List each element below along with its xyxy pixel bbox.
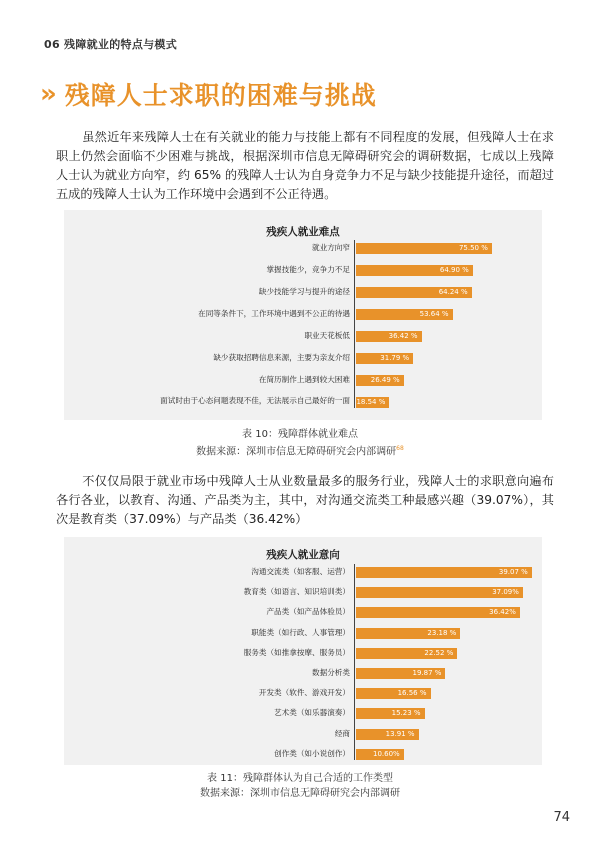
second-paragraph-text: 不仅仅局限于就业市场中残障人士从业数量最多的服务行业，残障人士的求职意向遍布各行各业，以教育、沟通、产品类为主，其中，对沟通交流类工种最感兴趣（39.07%），其次是教育类（37.09%）与产品类（36.42%） bbox=[56, 474, 554, 526]
category-label: 产品类（如产品体验员） bbox=[266, 607, 350, 617]
chart-title: 残疾人就业难点 bbox=[266, 226, 340, 238]
category-label: 开发类（软件、游戏开发） bbox=[258, 688, 350, 698]
bar bbox=[356, 243, 492, 254]
chart-employment-difficulties bbox=[64, 210, 542, 420]
source-table-10 bbox=[0, 442, 600, 459]
category-label: 创作类（如小说创作） bbox=[274, 748, 350, 758]
footnote-ref[interactable]: 68 bbox=[396, 445, 404, 452]
category-label: 教育类（如语言、知识培训类） bbox=[243, 587, 350, 597]
bar-value-label: 13.91 % bbox=[385, 729, 415, 738]
chart-axis-line bbox=[354, 564, 355, 760]
source-table-11: 数据来源：深圳市信息无障碍研究会内部调研 bbox=[200, 788, 400, 799]
bar bbox=[356, 628, 460, 639]
bar-value-label: 23.18 % bbox=[427, 628, 457, 637]
intro-paragraph bbox=[56, 128, 554, 204]
category-label: 艺术类（如乐器演奏） bbox=[274, 708, 350, 718]
bar bbox=[356, 688, 431, 699]
bar-value-label: 75.50 % bbox=[458, 244, 488, 252]
bar-value-label: 26.49 % bbox=[370, 376, 400, 384]
bar-value-label: 19.87 % bbox=[412, 669, 442, 677]
bar bbox=[356, 708, 425, 719]
bar-value-label: 39.07 % bbox=[498, 568, 528, 576]
bar-value-label: 36.42 % bbox=[388, 332, 418, 340]
chart-title: 残疾人就业意向 bbox=[266, 549, 340, 561]
bar bbox=[356, 648, 457, 659]
category-label: 经商 bbox=[334, 728, 350, 738]
bar-value-label: 22.52 % bbox=[424, 648, 454, 657]
second-paragraph bbox=[56, 472, 554, 529]
chart-employment-intentions bbox=[64, 537, 542, 765]
bar bbox=[356, 287, 472, 298]
bar-value-label: 36.42% bbox=[489, 608, 516, 617]
category-label: 数据分析类 bbox=[312, 668, 350, 677]
category-label: 就业方向窄 bbox=[312, 243, 350, 252]
bar bbox=[356, 749, 404, 760]
bar-value-label: 16.56 % bbox=[397, 689, 427, 698]
caption-table-10: 表 10：残障群体就业难点 bbox=[242, 429, 358, 440]
category-label: 服务类（如推拿按摩、服务员） bbox=[243, 647, 350, 657]
bar-value-label: 37.09% bbox=[492, 588, 519, 597]
caption-table-11: 表 11：残障群体认为自己合适的工作类型 bbox=[207, 773, 393, 784]
bar-value-label: 18.54 % bbox=[356, 398, 386, 406]
bar bbox=[356, 353, 413, 364]
category-label: 职业天花板低 bbox=[304, 331, 350, 340]
bar-value-label: 15.23 % bbox=[391, 709, 421, 718]
page-number: 74 bbox=[553, 810, 570, 825]
chart-axis-line bbox=[354, 240, 355, 408]
bar-value-label: 64.90 % bbox=[439, 266, 469, 274]
source-text: 数据来源：深圳市信息无障碍研究会内部调研 bbox=[196, 446, 397, 458]
intro-paragraph-text: 虽然近年来残障人士在有关就业的能力与技能上都有不同程度的发展，但残障人士在求职上仍然会面临不少困难与挑战，根据深圳市信息无障碍研究会的调研数据，七成以上残障人士认为就业方向窄，约 65% 的残障人士认为自身竞争力不足与缺少技能提升途径，而超过五成的残障人士认为工作环境中会遇到不公正待遇。 bbox=[56, 130, 554, 201]
bar bbox=[356, 375, 404, 386]
category-label: 缺少获取招聘信息来源，主要为亲友介绍 bbox=[213, 353, 350, 362]
section-title bbox=[40, 76, 377, 112]
bar bbox=[356, 729, 419, 740]
double-chevron-icon: » bbox=[40, 79, 51, 109]
category-label: 职能类（如行政、人事管理） bbox=[251, 627, 350, 637]
section-title-text: 残障人士求职的困难与挑战 bbox=[64, 81, 377, 110]
bar bbox=[356, 397, 389, 408]
category-label: 掌握技能少，竞争力不足 bbox=[266, 265, 350, 274]
category-label: 沟通交流类（如客服、运营） bbox=[251, 567, 350, 576]
bar-value-label: 10.60% bbox=[372, 749, 400, 758]
category-label: 在同等条件下，工作环境中遇到不公正的待遇 bbox=[198, 309, 350, 318]
bar bbox=[356, 668, 445, 679]
section-label: 06 残障就业的特点与模式 bbox=[44, 38, 178, 51]
bar bbox=[356, 607, 520, 618]
bar-value-label: 53.64 % bbox=[419, 310, 449, 318]
bar bbox=[356, 331, 422, 342]
bar bbox=[356, 265, 473, 276]
bar-value-label: 31.79 % bbox=[380, 354, 410, 362]
bar bbox=[356, 587, 523, 598]
bar bbox=[356, 309, 453, 320]
bar-value-label: 64.24 % bbox=[438, 288, 468, 296]
category-label: 面试时由于心态问题表现不佳，无法展示自己最好的一面 bbox=[160, 396, 350, 405]
category-label: 缺少技能学习与提升的途径 bbox=[258, 287, 350, 296]
category-label: 在简历制作上遇到较大困难 bbox=[258, 375, 350, 384]
bar bbox=[356, 567, 532, 578]
